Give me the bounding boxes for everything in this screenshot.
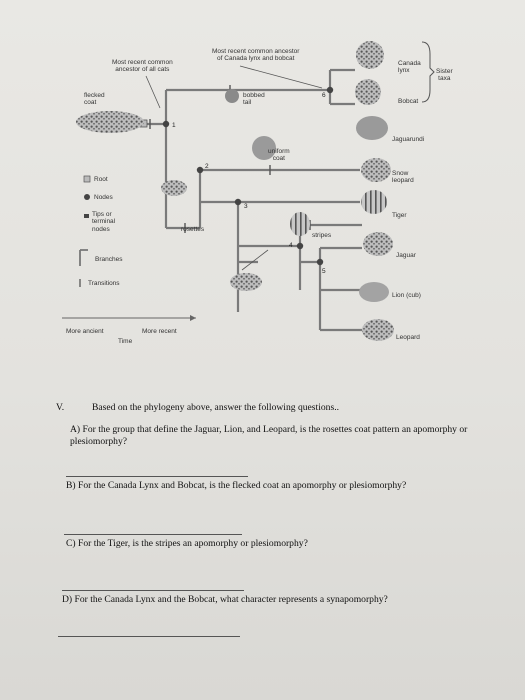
flecked-cat-icon	[76, 111, 144, 133]
answer-line-a[interactable]	[66, 476, 248, 477]
node-3-label: 3	[244, 203, 248, 210]
mrca-all-cats-label: Most recent common ancestor of all cats	[112, 59, 173, 74]
node-1-dot	[163, 121, 169, 127]
node-1-label: 1	[172, 122, 176, 129]
answer-line-c[interactable]	[62, 590, 244, 591]
node-2-label: 2	[205, 163, 209, 170]
stripes-icon	[290, 212, 310, 236]
taxon-leopard: Leopard	[396, 334, 420, 341]
legend-transitions-label: Transitions	[88, 280, 120, 287]
legend-tip-square	[84, 214, 89, 218]
taxon-jaguarundi: Jaguarundi	[392, 136, 425, 143]
legend-root-square	[84, 176, 90, 182]
legend-root-label: Root	[94, 176, 108, 183]
question-b: B) For the Canada Lynx and Bobcat, is the flecked coat an apomorphy or plesiomorphy?	[66, 480, 407, 491]
taxon-canada-lynx: Canada lynx	[398, 60, 421, 75]
taxon-bobcat: Bobcat	[398, 98, 419, 105]
tree-branches	[144, 70, 362, 330]
legend-branch-symbol	[80, 250, 88, 266]
snow-leopard-image	[361, 158, 391, 182]
questions-intro: Based on the phylogeny above, answer the following questions..	[92, 402, 339, 413]
uniform-coat-label: uniform coat	[268, 148, 290, 163]
node-6-label: 6	[322, 92, 326, 99]
stripes-label: stripes	[312, 232, 332, 239]
question-c: C) For the Tiger, is the stripes an apomorphy or plesiomorphy?	[66, 538, 308, 549]
legend-nodes-label: Nodes	[94, 194, 113, 201]
rosettes-label: rosettes	[181, 226, 205, 233]
legend-branches-label: Branches	[95, 256, 123, 263]
legend-tips-label: Tips or terminal nodes	[92, 211, 116, 233]
jaguar-image	[363, 232, 393, 256]
leopard-image	[362, 319, 394, 341]
time-more-recent: More recent	[142, 328, 177, 335]
node-2-dot	[197, 167, 203, 173]
time-label: Time	[118, 338, 133, 345]
bobbed-tail-icon	[225, 89, 239, 103]
ancestral-cat-icon	[230, 273, 262, 291]
question-a: A) For the group that define the Jaguar, Lion, and Leopard, is the rosettes coat pattern an apomorphy or plesiomorphy?	[70, 424, 468, 448]
node-5-label: 5	[322, 268, 326, 275]
node-5-dot	[317, 259, 323, 265]
question-d: D) For the Canada Lynx and the Bobcat, what character represents a synapomorphy?	[62, 594, 388, 605]
flecked-coat-label: flecked coat	[84, 92, 105, 107]
node-3-dot	[235, 199, 241, 205]
taxon-snow-leopard: Snow leopard	[392, 170, 414, 185]
sister-taxa-label: Sister taxa	[436, 68, 453, 83]
taxon-jaguar: Jaguar	[396, 252, 416, 259]
taxon-tiger: Tiger	[392, 212, 407, 219]
bobbed-tail-label: bobbed tail	[243, 92, 265, 107]
time-arrow-head	[190, 315, 196, 321]
mrca-lynx-bobcat-label: Most recent common ancestor of Canada lynx and bobcat	[212, 48, 300, 63]
rosettes-cat-icon	[161, 180, 187, 196]
node-4-dot	[297, 243, 303, 249]
taxon-lion-cub: Lion (cub)	[392, 292, 421, 299]
legend-node-dot	[84, 194, 90, 200]
answer-line-d[interactable]	[58, 636, 240, 637]
canada-lynx-image	[356, 41, 384, 69]
node-6-dot	[327, 87, 333, 93]
answer-line-b[interactable]	[64, 534, 242, 535]
tiger-image	[361, 190, 387, 214]
lion-cub-image	[359, 282, 389, 302]
bobcat-image	[355, 79, 381, 105]
time-more-ancient: More ancient	[66, 328, 104, 335]
node-4-label: 4	[289, 242, 293, 249]
jaguarundi-image	[356, 116, 388, 140]
section-number: V.	[56, 402, 65, 413]
sister-taxa-bracket	[422, 42, 434, 102]
